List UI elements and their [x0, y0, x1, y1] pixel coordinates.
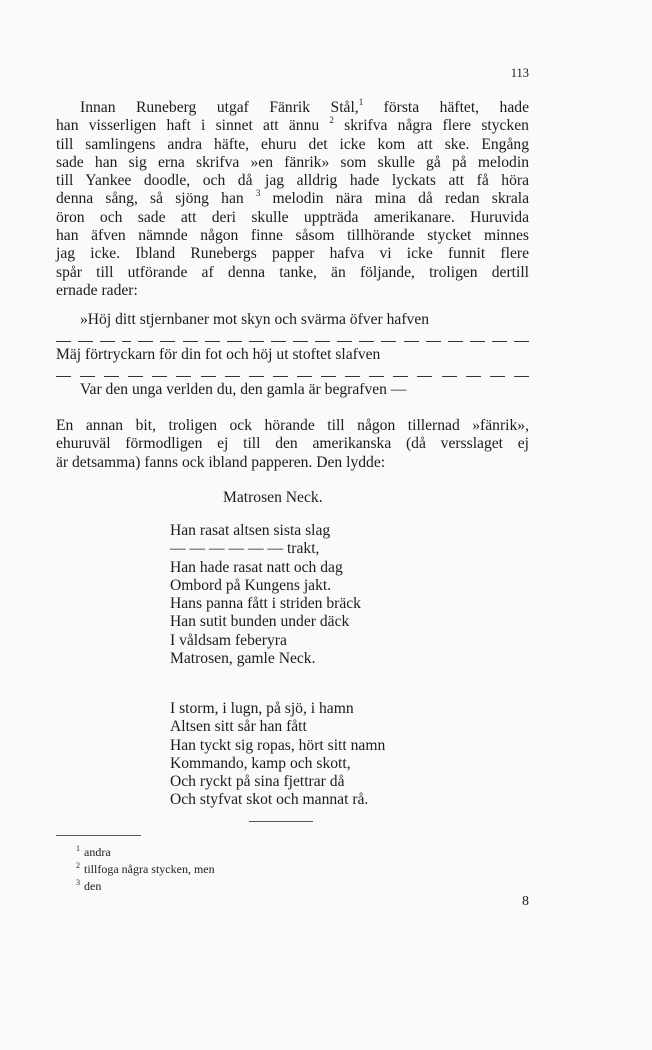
section-divider [249, 821, 313, 822]
footnote-ref[interactable]: 3 [255, 188, 261, 199]
poem-line: Hans panna fått i striden bräck [170, 595, 361, 613]
poem-line: Han hade rasat natt och dag [170, 558, 343, 576]
fragment-line-2: Mäj förtryckarn för din fot och höj ut stoftet slafven [56, 346, 381, 363]
fragment-line-3: Var den unga verlden du, den gamla är begrafven — [80, 381, 407, 398]
text-line: denna sång, så sjöng han $^3$ melodin nära mina då redan skrala [56, 188, 529, 208]
poem-line: I storm, i lugn, på sjö, i hamn [170, 700, 354, 717]
paragraph-2 [56, 417, 529, 472]
poem-title: Matrosen Neck. [223, 489, 323, 506]
dash-row-1 [56, 341, 529, 343]
text-line: spår till utförande af denna tanke, än följande, troligen dertill [56, 263, 529, 281]
paragraph-1 [56, 96, 529, 300]
signature-number: 8 [522, 894, 529, 909]
footnote-3: $^3$ den [76, 878, 102, 893]
footnote-ref[interactable]: 2 [329, 115, 334, 126]
text-line: öron och sade att deri skulle uppträda amerikanare. Huruvida [56, 208, 529, 226]
poem-line: Han rasat altsen sista slag [170, 522, 331, 539]
poem-line: Ombord på Kungens jakt. [170, 576, 332, 594]
fragment-line-1: »Höj ditt stjernbaner mot skyn och svärma öfver hafven [80, 311, 430, 328]
footnote-2: $^2$ tillfoga några stycken, men [76, 861, 215, 876]
poem-line: Och ryckt på sina fjettrar då [170, 773, 345, 791]
poem-stanza-2 [170, 700, 385, 810]
page-number-top: 113 [510, 66, 529, 80]
footnote-rule [56, 835, 141, 836]
text-line: han visserligen haft i sinnet att ännu $^2$ skrifva några flere stycken [56, 115, 529, 135]
poem-line: Altsen sitt sår han fått [170, 718, 307, 736]
text-line: sade han sig erna skrifva »en fänrik» som skulle gå på melodin [56, 153, 529, 171]
poem-line: — — — — — — trakt, [170, 540, 320, 558]
poem-line: I våldsam feberyra [170, 631, 287, 649]
footnote-1: $^1$ andra [76, 844, 111, 859]
text-line: Innan Runeberg utgaf Fänrik Stål,$^1$ första häftet, hade [80, 96, 529, 116]
poem-line: Kommando, kamp och skott, [170, 754, 351, 772]
poem-line: Han sutit bunden under däck [170, 613, 350, 631]
text-line: till samlingens andra häfte, ehuru det icke kom att ske. Engång [56, 135, 529, 153]
poem-line: Matrosen, gamle Neck. [170, 650, 316, 668]
dash-row-2 [56, 376, 529, 378]
poem-stanza-1 [170, 522, 361, 668]
text-line: till Yankee doodle, och då jag alldrig hade lyckats att få höra [56, 172, 529, 190]
poem-line: Och styfvat skot och mannat rå. [170, 791, 369, 809]
footnote-ref[interactable]: 1 [358, 96, 364, 107]
footnotes [76, 842, 215, 893]
text-line: han äfven nämnde någon finne såsom tillhörande stycket minnes [56, 227, 529, 245]
text-line: ernade rader: [56, 281, 138, 299]
text-line: är detsamma) fanns ock ibland papperen. Den lydde: [56, 453, 386, 471]
text-line: En annan bit, troligen ock hörande till någon tillernad »fänrik», [56, 417, 529, 434]
poem-line: Han tyckt sig ropas, hört sitt namn [170, 736, 386, 754]
text-line: ehuruväl förmodligen ej till den amerikanska (då versslaget ej [56, 435, 529, 453]
text-line: jag icke. Ibland Runebergs papper hafva vi icke funnit flere [56, 245, 529, 263]
